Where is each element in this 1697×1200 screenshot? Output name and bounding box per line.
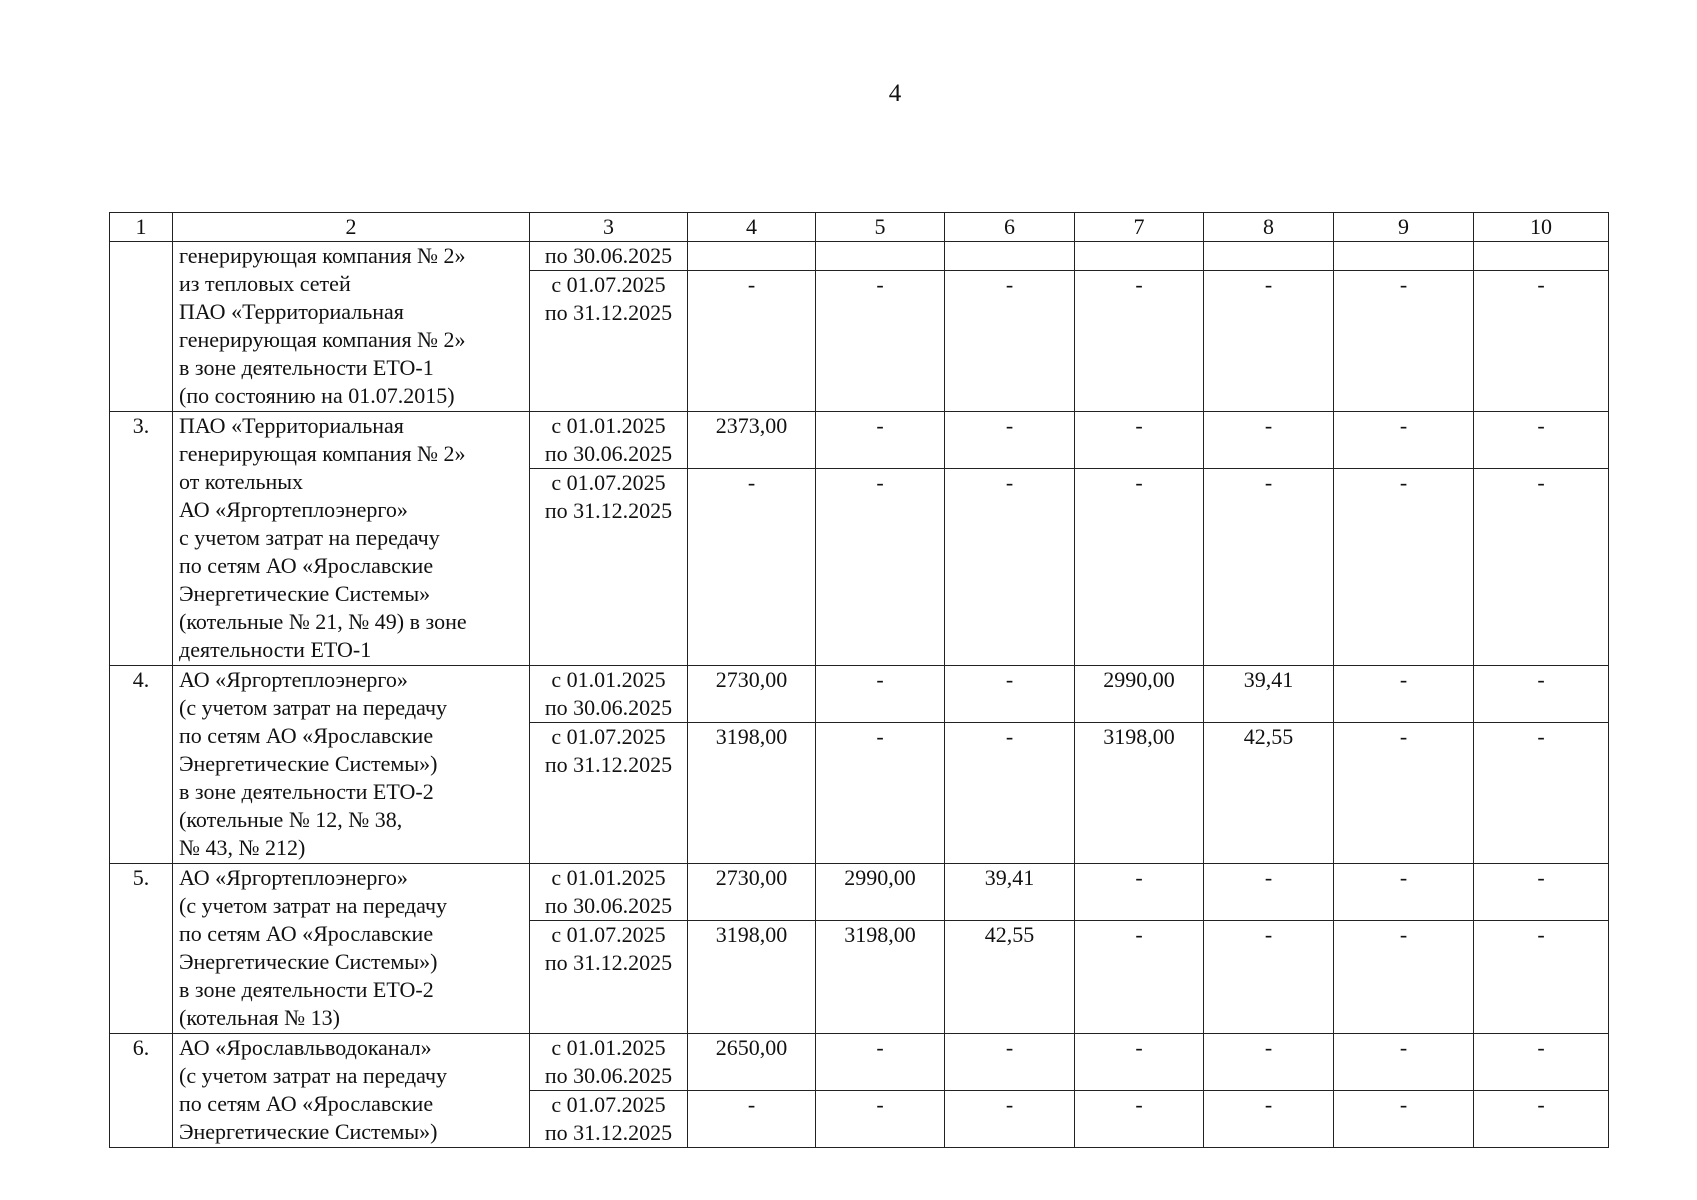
value-cell: - <box>1474 271 1609 412</box>
value-cell: - <box>1474 1034 1609 1091</box>
value-cell: - <box>945 1091 1075 1148</box>
period-cell <box>530 469 688 666</box>
organization-name-line: АО «Яргортеплоэнерго» <box>179 667 408 692</box>
value-cell: - <box>1204 469 1334 666</box>
value-cell: 2730,00 <box>688 666 816 723</box>
period-line: по 31.12.2025 <box>544 498 673 523</box>
value-cell: 3198,00 <box>688 921 816 1034</box>
organization-name-line: Энергетические Системы») <box>179 1119 438 1144</box>
period-cell <box>530 412 688 469</box>
value-cell: - <box>816 723 945 864</box>
value-cell <box>1474 242 1609 271</box>
organization-name-line: № 43, № 212) <box>179 835 306 860</box>
period-cell <box>530 242 688 271</box>
value-cell: - <box>1474 864 1609 921</box>
header-cell: 10 <box>1474 213 1609 242</box>
value-cell: - <box>945 666 1075 723</box>
period-line: по 30.06.2025 <box>544 893 673 918</box>
table-row <box>110 242 1609 271</box>
period-line: по 30.06.2025 <box>544 441 673 466</box>
value-cell: - <box>945 271 1075 412</box>
header-cell: 6 <box>945 213 1075 242</box>
table-row <box>110 412 1609 469</box>
value-cell: - <box>1474 921 1609 1034</box>
value-cell: - <box>945 412 1075 469</box>
value-cell: - <box>1334 271 1474 412</box>
period-line: с 01.07.2025 <box>551 470 666 495</box>
organization-name-cell <box>173 864 530 1034</box>
value-cell: 3198,00 <box>688 723 816 864</box>
period-line: с 01.07.2025 <box>551 724 666 749</box>
organization-name-line: генерирующая компания № 2» <box>179 327 466 352</box>
row-number-cell: 4. <box>110 666 173 864</box>
header-cell: 3 <box>530 213 688 242</box>
organization-name-line: деятельности ЕТО-1 <box>179 637 372 662</box>
organization-name-cell <box>173 666 530 864</box>
organization-name-line: по сетям АО «Ярославские <box>179 723 434 748</box>
organization-name-line: Энергетические Системы») <box>179 751 438 776</box>
organization-name-line: в зоне деятельности ЕТО-2 <box>179 977 434 1002</box>
period-cell <box>530 1034 688 1091</box>
value-cell: - <box>688 271 816 412</box>
period-line: по 30.06.2025 <box>544 1063 673 1088</box>
period-line: по 30.06.2025 <box>544 695 673 720</box>
value-cell <box>1075 242 1204 271</box>
value-cell <box>945 242 1075 271</box>
period-line: по 31.12.2025 <box>544 752 673 777</box>
header-cell: 9 <box>1334 213 1474 242</box>
header-cell: 4 <box>688 213 816 242</box>
organization-name-line: в зоне деятельности ЕТО-2 <box>179 779 434 804</box>
table-row <box>110 1034 1609 1091</box>
value-cell: - <box>945 723 1075 864</box>
period-cell <box>530 666 688 723</box>
organization-name-line: Энергетические Системы») <box>179 949 438 974</box>
organization-name-line: в зоне деятельности ЕТО-1 <box>179 355 434 380</box>
period-line: с 01.01.2025 <box>551 667 666 692</box>
period-line: с 01.07.2025 <box>551 922 666 947</box>
header-cell: 2 <box>173 213 530 242</box>
row-number-cell: 6. <box>110 1034 173 1148</box>
header-cell: 7 <box>1075 213 1204 242</box>
period-line: по 31.12.2025 <box>544 300 673 325</box>
value-cell: - <box>1075 1034 1204 1091</box>
organization-name-cell <box>173 412 530 666</box>
value-cell: - <box>945 1034 1075 1091</box>
page-number: 4 <box>888 80 902 107</box>
period-line: с 01.01.2025 <box>551 1035 666 1060</box>
period-cell <box>530 723 688 864</box>
value-cell: - <box>1075 271 1204 412</box>
value-cell <box>1204 242 1334 271</box>
value-cell: - <box>1204 921 1334 1034</box>
value-cell: - <box>1334 1034 1474 1091</box>
header-cell: 1 <box>110 213 173 242</box>
value-cell: 2990,00 <box>1075 666 1204 723</box>
value-cell <box>816 242 945 271</box>
organization-name-line: (по состоянию на 01.07.2015) <box>179 383 455 408</box>
value-cell: 2650,00 <box>688 1034 816 1091</box>
period-line: с 01.01.2025 <box>551 413 666 438</box>
organization-name-line: по сетям АО «Ярославские <box>179 553 434 578</box>
value-cell: 42,55 <box>945 921 1075 1034</box>
value-cell: 39,41 <box>945 864 1075 921</box>
row-number-cell: 5. <box>110 864 173 1034</box>
period-line: с 01.01.2025 <box>551 865 666 890</box>
value-cell: - <box>1075 921 1204 1034</box>
organization-name-line: по сетям АО «Ярославские <box>179 1091 434 1116</box>
value-cell: - <box>1334 723 1474 864</box>
value-cell: - <box>1334 864 1474 921</box>
period-cell <box>530 921 688 1034</box>
row-number-cell <box>110 242 173 412</box>
value-cell: - <box>1334 666 1474 723</box>
organization-name-line: АО «Яргортеплоэнерго» <box>179 865 408 890</box>
organization-name-line: (котельная № 13) <box>179 1005 340 1030</box>
tariff-table <box>109 212 1609 1148</box>
value-cell: 2730,00 <box>688 864 816 921</box>
value-cell: - <box>816 666 945 723</box>
value-cell: - <box>1204 412 1334 469</box>
organization-name-line: ПАО «Территориальная <box>179 413 404 438</box>
value-cell: 2990,00 <box>816 864 945 921</box>
value-cell: - <box>1334 412 1474 469</box>
value-cell: - <box>1334 1091 1474 1148</box>
value-cell: - <box>1474 412 1609 469</box>
value-cell <box>688 242 816 271</box>
value-cell: - <box>1474 1091 1609 1148</box>
value-cell: - <box>816 271 945 412</box>
period-cell <box>530 864 688 921</box>
value-cell: - <box>816 1091 945 1148</box>
value-cell: - <box>1334 469 1474 666</box>
organization-name-line: с учетом затрат на передачу <box>179 525 440 550</box>
period-line: с 01.07.2025 <box>551 1092 666 1117</box>
period-line: по 31.12.2025 <box>544 1120 673 1145</box>
header-cell: 8 <box>1204 213 1334 242</box>
organization-name-line: из тепловых сетей <box>179 271 351 296</box>
value-cell: - <box>816 469 945 666</box>
value-cell: - <box>1075 469 1204 666</box>
header-row <box>110 213 1609 242</box>
period-line: с 01.07.2025 <box>551 272 666 297</box>
value-cell: - <box>945 469 1075 666</box>
row-number-cell: 3. <box>110 412 173 666</box>
organization-name-line: (котельные № 21, № 49) в зоне <box>179 609 467 634</box>
header-cell: 5 <box>816 213 945 242</box>
value-cell: - <box>816 1034 945 1091</box>
value-cell: - <box>1075 412 1204 469</box>
value-cell: - <box>1204 271 1334 412</box>
value-cell: 39,41 <box>1204 666 1334 723</box>
organization-name-line: (котельные № 12, № 38, <box>179 807 403 832</box>
value-cell: - <box>688 1091 816 1148</box>
organization-name-line: ПАО «Территориальная <box>179 299 404 324</box>
value-cell: 3198,00 <box>1075 723 1204 864</box>
organization-name-line: от котельных <box>179 469 304 494</box>
table-row <box>110 864 1609 921</box>
organization-name-line: Энергетические Системы» <box>179 581 431 606</box>
organization-name-line: (с учетом затрат на передачу <box>179 1063 448 1088</box>
organization-name-cell <box>173 242 530 412</box>
value-cell: - <box>1075 864 1204 921</box>
organization-name-line: по сетям АО «Ярославские <box>179 921 434 946</box>
value-cell: - <box>1474 469 1609 666</box>
value-cell: - <box>1474 666 1609 723</box>
value-cell <box>1334 242 1474 271</box>
organization-name-line: АО «Яргортеплоэнерго» <box>179 497 408 522</box>
organization-name-line: (с учетом затрат на передачу <box>179 893 448 918</box>
period-cell <box>530 1091 688 1148</box>
value-cell: 3198,00 <box>816 921 945 1034</box>
period-line: по 31.12.2025 <box>544 950 673 975</box>
value-cell: - <box>1204 864 1334 921</box>
organization-name-line: генерирующая компания № 2» <box>179 243 466 268</box>
value-cell: - <box>1204 1091 1334 1148</box>
value-cell: - <box>1334 921 1474 1034</box>
period-cell <box>530 271 688 412</box>
period-line: по 30.06.2025 <box>544 243 673 268</box>
value-cell: - <box>688 469 816 666</box>
value-cell: 42,55 <box>1204 723 1334 864</box>
organization-name-line: (с учетом затрат на передачу <box>179 695 448 720</box>
value-cell: - <box>816 412 945 469</box>
value-cell: 2373,00 <box>688 412 816 469</box>
organization-name-line: генерирующая компания № 2» <box>179 441 466 466</box>
value-cell: - <box>1075 1091 1204 1148</box>
value-cell: - <box>1204 1034 1334 1091</box>
table-row <box>110 666 1609 723</box>
organization-name-line: АО «Ярославльводоканал» <box>179 1035 432 1060</box>
organization-name-cell <box>173 1034 530 1148</box>
value-cell: - <box>1474 723 1609 864</box>
